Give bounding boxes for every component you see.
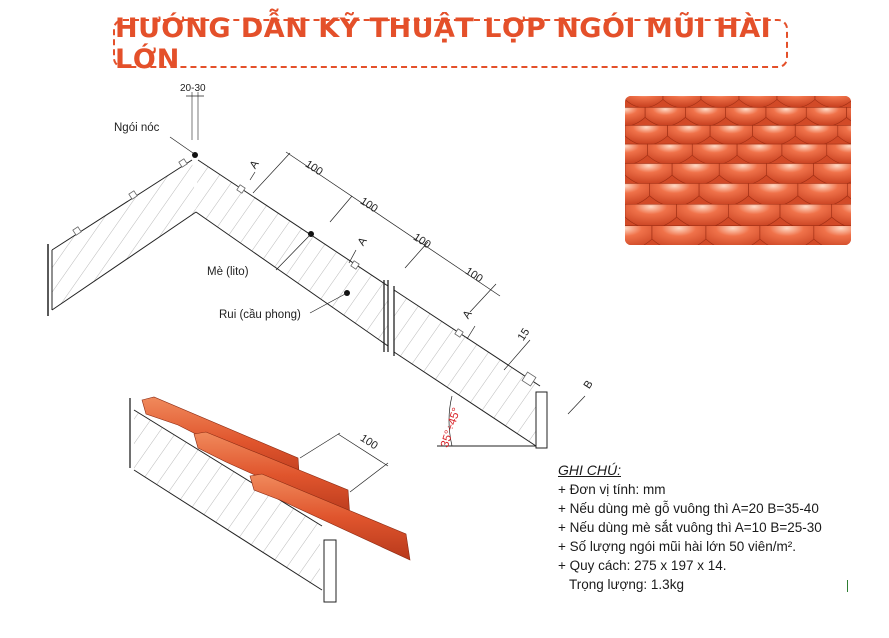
roof-tile-scale: [814, 226, 851, 245]
spacing-1-label: 100: [302, 158, 325, 179]
left-rafter: [48, 160, 196, 316]
a-1-label: A: [247, 158, 262, 172]
tile-overlap-label: 100: [357, 432, 380, 453]
pitch-angle: [439, 396, 463, 449]
roof-tile-scale: [625, 226, 652, 245]
roof-tile-scale: [706, 226, 760, 245]
a-2-label: A: [355, 235, 370, 249]
right-rafter-upper: [196, 160, 388, 352]
b-label: B: [581, 378, 596, 392]
tile-detail: [130, 397, 410, 602]
spacing-4-label: 100: [462, 265, 485, 286]
page-title: HƯỚNG DẪN KỸ THUẬT LỢP NGÓI MŨI HÀI LỚN: [115, 12, 772, 75]
ridge-tile-label: Ngói nóc: [114, 122, 160, 134]
batten-label: Mè (lito): [207, 266, 249, 278]
notes-panel: [558, 461, 822, 594]
roof-tile-scale: [760, 226, 814, 245]
spacing-3-label: 100: [410, 231, 433, 252]
ridge-gap-label: 20-30: [180, 83, 206, 94]
roof-tile-scale: [652, 226, 706, 245]
angle-label: 35°÷45°: [439, 406, 464, 450]
note-item: + Số lượng ngói mũi hài lớn 50 viên/m².: [558, 539, 796, 554]
ridge-gap-dimension: [180, 83, 206, 140]
note-item: + Nếu dùng mè gỗ vuông thì A=20 B=35-40: [558, 501, 819, 516]
note-item: + Quy cách: 275 x 197 x 14.: [558, 558, 727, 573]
right-rafter-lower: [394, 286, 547, 448]
note-weight: Trọng lượng: 1.3kg: [569, 577, 684, 592]
rafter-label: Rui (cầu phong): [219, 309, 301, 321]
a-3-label: A: [460, 308, 475, 322]
page-marker: [847, 580, 848, 592]
note-item: + Đơn vị tính: mm: [558, 482, 666, 497]
note-item: + Nếu dùng mè sắt vuông thì A=10 B=25-30: [558, 520, 822, 535]
notes-heading: GHI CHÚ:: [558, 462, 621, 478]
overhang-label: 15: [515, 326, 533, 344]
spacing-2-label: 100: [357, 195, 380, 216]
roof-tile-photo: [625, 96, 851, 245]
